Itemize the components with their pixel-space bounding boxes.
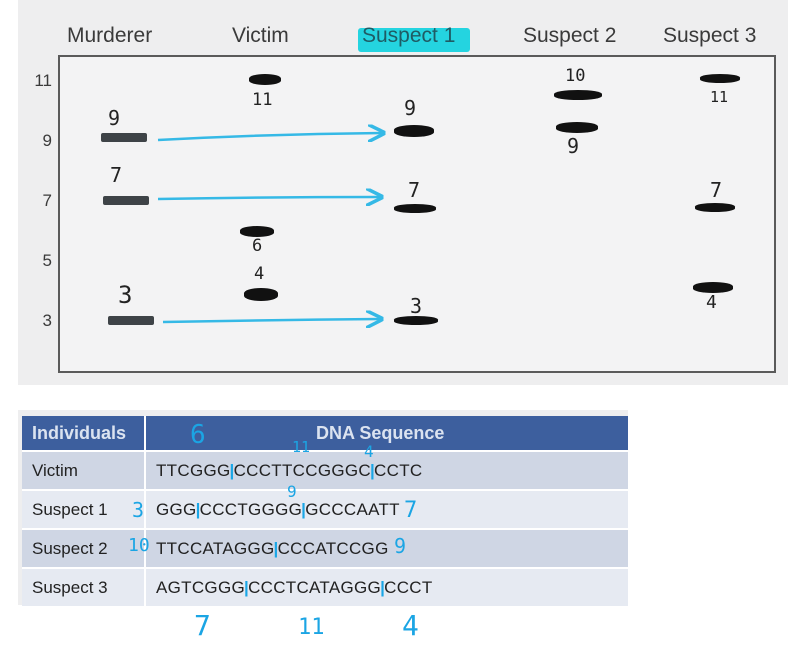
seq-segment: CCTC <box>374 460 423 480</box>
seq-segment: CCCTGGGG <box>199 499 303 519</box>
col-header-sequence: DNA Sequence <box>145 416 628 451</box>
cut-mark: | <box>301 499 307 519</box>
row-name: Suspect 1 <box>22 490 145 529</box>
header-annotation-6: 6 <box>190 420 206 450</box>
suspect1-lead-annotation: 3 <box>132 498 145 522</box>
suspect1-trail-annotation: 7 <box>404 498 418 523</box>
table-row <box>22 490 628 529</box>
suspect1-label-9: 9 <box>404 96 417 120</box>
row-sequence <box>145 490 628 529</box>
cut-mark: | <box>369 460 376 480</box>
table-header-row <box>22 416 628 451</box>
victim-label-4: 4 <box>254 264 265 284</box>
seq-segment: TTCGGG <box>156 460 231 480</box>
suspect2-trail-annotation: 9 <box>394 534 407 558</box>
suspect3-label-7: 7 <box>710 178 723 202</box>
murderer-label-3: 3 <box>118 281 133 309</box>
dna-table <box>22 416 628 606</box>
col-header-individuals: Individuals <box>22 416 145 451</box>
table-row <box>22 451 628 490</box>
row-name: Victim <box>22 451 145 490</box>
lane-header-murderer: Murderer <box>67 24 153 47</box>
cut-mark: | <box>244 577 250 597</box>
table-row <box>22 568 628 606</box>
bottom-annotation-4: 4 <box>402 609 419 642</box>
y-tick-3: 3 <box>42 311 52 330</box>
bottom-annotation-11: 11 <box>298 615 325 640</box>
row-name: Suspect 2 <box>22 529 145 568</box>
table-row <box>22 529 628 568</box>
suspect3-label-11: 11 <box>710 88 729 106</box>
seq-segment: CCCTCATAGGG <box>248 577 382 597</box>
y-tick-5: 5 <box>42 251 52 270</box>
lane-header-suspect2: Suspect 2 <box>523 24 617 47</box>
suspect2-lead-annotation: 10 <box>128 535 150 556</box>
seq-segment: AGTCGGG <box>156 577 245 597</box>
seq-segment: TTCCATAGGG <box>156 538 275 558</box>
cut-mark: | <box>380 577 386 597</box>
suspect1-mid-annotation: 9 <box>287 482 297 501</box>
seq-segment: CCCT <box>384 577 433 597</box>
row-sequence <box>145 568 628 606</box>
seq-segment: GGG <box>156 499 197 519</box>
bottom-annotation-7: 7 <box>194 609 211 642</box>
row-name: Suspect 3 <box>22 568 145 606</box>
victim-label-11: 11 <box>252 90 273 110</box>
suspect1-label-3: 3 <box>410 294 423 318</box>
lane-header-suspect1: Suspect 1 <box>362 24 456 47</box>
y-tick-9: 9 <box>42 131 52 150</box>
seq-segment: CCCATCCGG <box>277 538 389 558</box>
top-annotation-4: 4 <box>364 442 374 461</box>
seq-segment: GCCCAATT <box>305 499 400 519</box>
seq-segment: CCCTTCCGGGC <box>233 460 371 480</box>
cut-mark: | <box>195 499 201 519</box>
suspect3-label-4: 4 <box>706 292 717 313</box>
suspect2-label-9: 9 <box>567 134 580 158</box>
cut-mark: | <box>273 538 279 558</box>
murderer-label-7: 7 <box>110 163 123 187</box>
cut-mark: | <box>229 460 235 480</box>
top-annotation-11: 11 <box>292 438 311 456</box>
murderer-label-9: 9 <box>108 106 121 130</box>
row-sequence <box>145 529 628 568</box>
lane-header-victim: Victim <box>232 24 289 47</box>
victim-label-6: 6 <box>252 236 263 256</box>
row-sequence <box>145 451 628 490</box>
y-tick-7: 7 <box>42 191 52 210</box>
suspect1-label-7: 7 <box>408 178 421 202</box>
lane-header-suspect3: Suspect 3 <box>663 24 757 47</box>
y-tick-11: 11 <box>34 71 52 90</box>
suspect2-label-10: 10 <box>565 66 586 86</box>
